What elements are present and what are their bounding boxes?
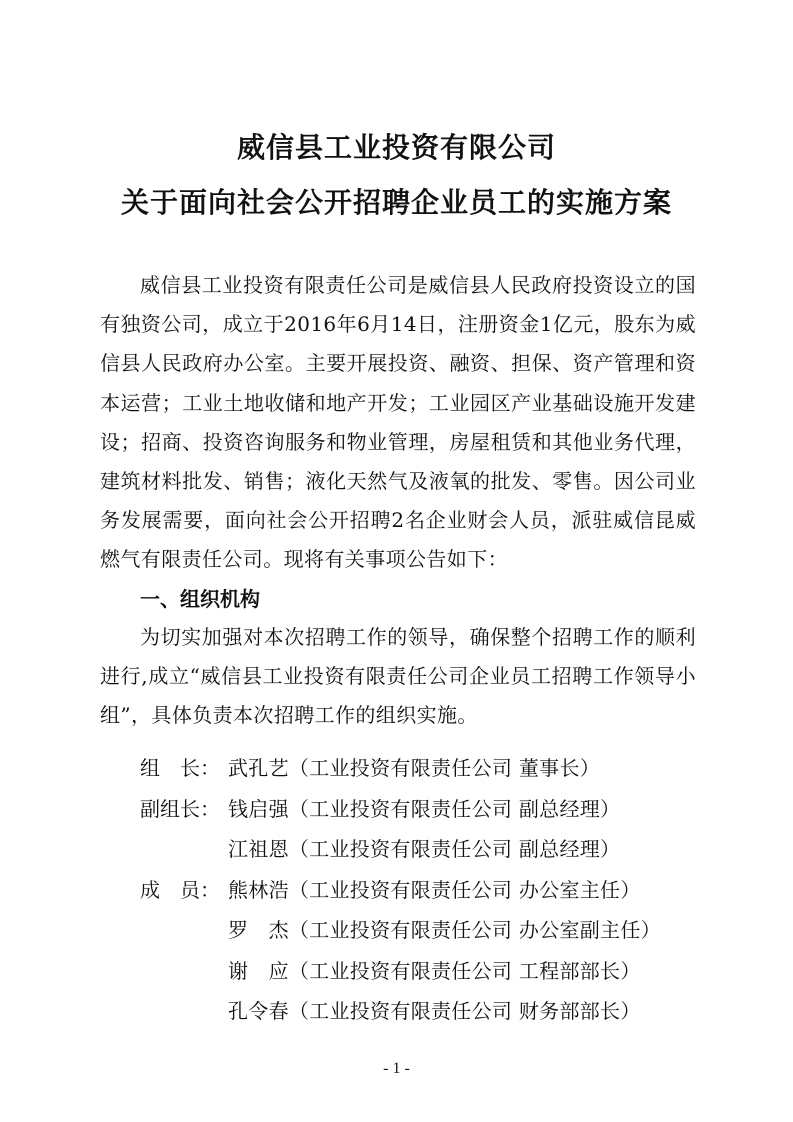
roster-entry: 孔令春（工业投资有限责任公司 财务部部长） — [228, 999, 641, 1023]
roster-entry: 武孔艺（工业投资有限责任公司 董事长） — [228, 756, 601, 780]
roster-row — [140, 870, 720, 911]
roster-row — [140, 789, 720, 830]
leadership-roster — [140, 748, 720, 1032]
roster-role — [140, 829, 228, 870]
roster-row — [140, 829, 720, 870]
roster-role — [140, 910, 228, 951]
roster-role: 成 员： — [140, 877, 220, 902]
title-line-2: 关于面向社会公开招聘企业员工的实施方案 — [120, 186, 672, 219]
section-heading-organization: 一、组织机构 — [140, 586, 260, 611]
roster-role: 组 长： — [140, 756, 220, 780]
roster-row — [140, 991, 720, 1032]
page-number: - 1 - — [383, 1060, 410, 1077]
roster-row — [140, 910, 720, 951]
roster-entry: 熊林浩（工业投资有限责任公司 办公室主任） — [228, 877, 641, 902]
roster-entry: 谢 应（工业投资有限责任公司 工程部部长） — [228, 958, 641, 983]
roster-entry: 江祖恩（工业投资有限责任公司 副总经理） — [228, 837, 621, 861]
title-line-1: 威信县工业投资有限公司 — [236, 131, 556, 164]
roster-role: 副组长： — [140, 796, 220, 821]
roster-entry: 钱启强（工业投资有限责任公司 副总经理） — [228, 796, 621, 821]
roster-role — [140, 951, 228, 992]
document-body — [100, 266, 696, 735]
intro-paragraph: 威信县工业投资有限责任公司是威信县人民政府投资设立的国有独资公司，成立于2016年6月14日，注册资金1亿元，股东为威信县人民政府办公室。主要开展投资、融资、担保、资产管理和资本运营；工业土地收储和地产开发；工业园区产业基础设施开发建设；招商、投资咨询服务和物业管理，房屋租赁和其他业务代理，建筑材料批发、销售；液化天然气及液氧的批发、零售。因公司业务发展需要，面向社会公开招聘2名企业财会人员，派驻威信昆威燃气有限责任公司。现将有关事项公告如下： — [100, 273, 696, 572]
roster-role — [140, 991, 228, 1032]
roster-row — [140, 951, 720, 992]
roster-entry: 罗 杰（工业投资有限责任公司 办公室副主任） — [228, 918, 661, 942]
organization-paragraph: 为切实加强对本次招聘工作的领导，确保整个招聘工作的顺利进行,成立“威信县工业投资有限责任公司企业员工招聘工作领导小组”，具体负责本次招聘工作的组织实施。 — [100, 624, 696, 728]
roster-row — [140, 748, 720, 789]
